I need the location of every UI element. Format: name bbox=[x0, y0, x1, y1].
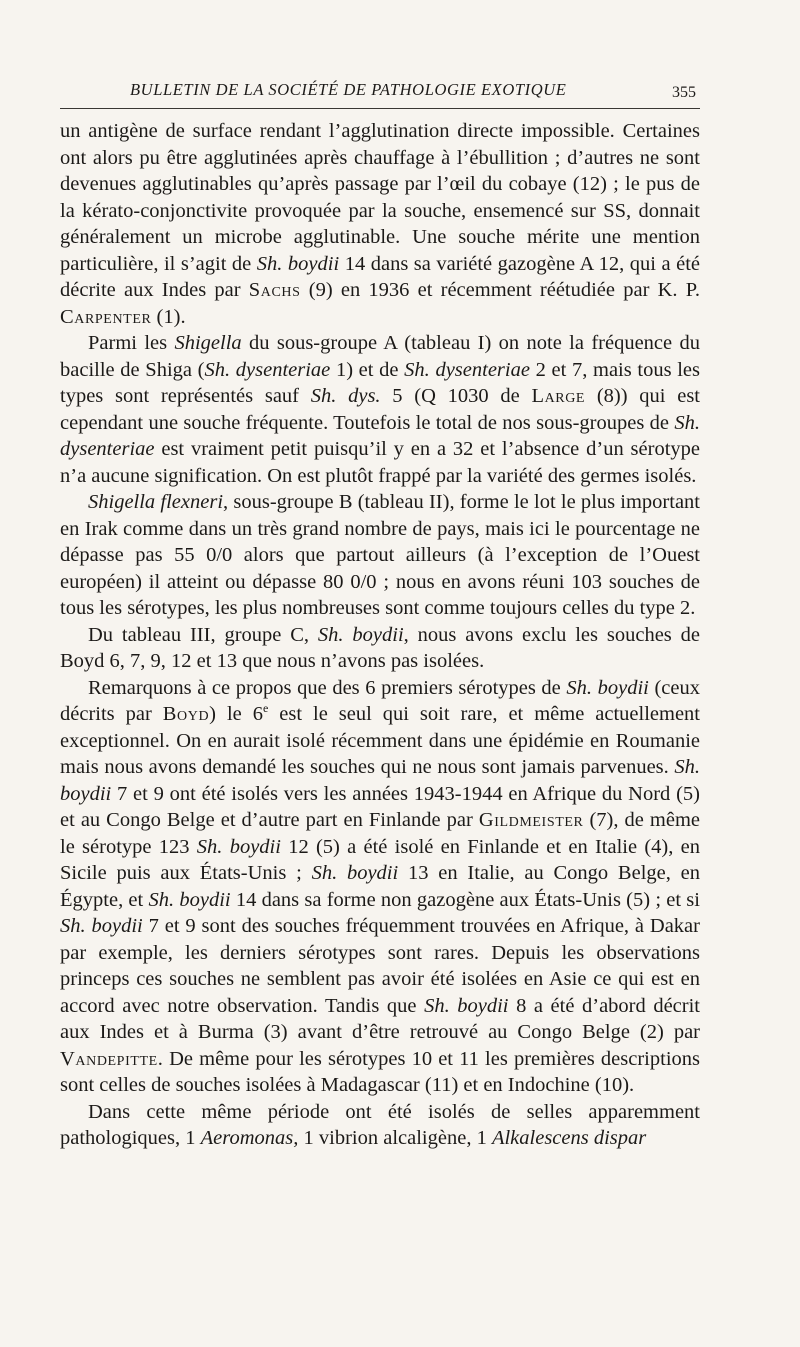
text-run: est vraiment petit puisqu’il y en a 32 et l’absence d’un sérotype n’a aucune signification. On est plutôt frappé par la variété des germes isolés. bbox=[60, 438, 700, 487]
species-name: Shigella bbox=[174, 332, 242, 354]
text-run: un antigène de surface rendant l’agglutination directe impossible. Certaines ont alors pu être agglutinées après chauffage à l’ébullition ; d’autres ne sont devenues agglutinables qu’après passage par l’œil du cobaye (12) ; le pus de la kérato-conjonctivite provoquée par la souche, ensemencé sur SS, donnait généralement un microbe agglutinable. Une souche mérite une mention particulière, il s’agit de bbox=[60, 120, 700, 275]
paragraph-6 bbox=[60, 1099, 700, 1152]
text-run: 2 et 7, mais tous les types sont représentés sauf bbox=[60, 358, 700, 407]
text-run: 8 a été d’abord décrit aux Indes et à Burma (3) avant d’être retrouvé au Congo Belge (2) par bbox=[60, 994, 700, 1043]
text-run: ) le 6 bbox=[209, 703, 263, 725]
superscript: e bbox=[262, 701, 269, 716]
species-name: Sh. boydii bbox=[317, 623, 404, 646]
text-run: 5 (Q 1030 de bbox=[380, 385, 532, 407]
text-run: , nous avons exclu les souches de Boyd 6, 7, 9, 12 et 13 que nous n’avons pas isolées. bbox=[60, 623, 700, 672]
text-run: 1 vibrion alcaligène, 1 bbox=[298, 1127, 492, 1149]
paragraph-4 bbox=[60, 622, 700, 675]
author-name: Boyd bbox=[162, 703, 210, 725]
species-name: Sh. dysenteriae bbox=[204, 358, 331, 381]
text-run: 7 et 9 sont des souches fréquemment trouvées en Afrique, à Dakar par exemple, les derniers sérotypes sont rares. Depuis les observations princeps ces souches ne semblent pas avoir été isolées en Asie ce qui est en accord avec notre observation. Tandis que bbox=[60, 915, 700, 1017]
author-name: Vandepitte bbox=[60, 1047, 158, 1070]
text-run: Remarquons à ce propos que des 6 premiers sérotypes de bbox=[88, 676, 567, 699]
text-run: (8)) qui est cependant une souche fréquente. Toutefois le total de nos sous-groupes de bbox=[60, 385, 700, 434]
text-run: 14 dans sa variété gazogène A 12, qui a été décrite aux Indes par bbox=[60, 252, 700, 301]
text-run: (7), de même le sérotype 123 bbox=[60, 809, 700, 858]
text-run: Parmi les bbox=[88, 332, 175, 354]
author-name: Large bbox=[531, 385, 586, 407]
species-name: Alkalescens dispar bbox=[491, 1127, 647, 1149]
species-name: Sh. boydii bbox=[256, 252, 340, 275]
text-run: 14 dans sa forme non gazogène aux États-Unis (5) ; et si bbox=[230, 888, 700, 911]
author-name: Sachs bbox=[248, 279, 301, 301]
text-run: (9) en 1936 et récemment réétudiée par K. P. bbox=[300, 279, 700, 301]
text-run: , sous-groupe B (tableau II), forme le lot le plus important en Irak comme dans un très grand nombre de pays, mais ici le pourcentage ne dépasse pas 55 0/0 alors que partout ailleurs (à l’exception de l’Ouest européen) il atteint ou dépasse 80 0/0 ; nous en avons réuni 103 souches de tous les sérotypes, les plus nombreuses sont comme toujours celles du type 2. bbox=[60, 491, 701, 619]
paragraph-1 bbox=[60, 118, 700, 330]
species-name: Sh. boydii bbox=[148, 888, 231, 911]
text-run: . De même pour les sérotypes 10 et 11 les premières descriptions sont celles de souches isolées à Madagascar (11) et en Indochine (10). bbox=[60, 1047, 700, 1096]
paragraph-2 bbox=[60, 330, 700, 489]
species-name: Shigella flexneri bbox=[88, 491, 224, 513]
species-name: Sh. boydii bbox=[60, 915, 143, 937]
text-run: (1). bbox=[151, 305, 186, 328]
species-name: Aeromonas, bbox=[200, 1127, 299, 1149]
author-name: Carpenter bbox=[60, 305, 152, 328]
text-run: 12 (5) a été isolé en Finlande et en Italie (4), en Sicile puis aux États-Unis ; bbox=[60, 835, 700, 884]
text-run: est le seul qui soit rare, et même actuellement exceptionnel. On en aurait isolé récemment dans une épidémie en Roumanie mais nous avons demandé les souches qui ne nous sont jamais parvenues. bbox=[60, 703, 700, 778]
paragraph-3 bbox=[60, 489, 700, 622]
species-name: Sh. boydii bbox=[566, 676, 649, 699]
header-divider bbox=[60, 108, 700, 109]
page-number: 355 bbox=[672, 84, 696, 101]
species-name: Sh. boydii bbox=[196, 835, 281, 858]
text-run: 1) et de bbox=[330, 358, 405, 381]
text-run: 7 et 9 ont été isolés vers les années 1943-1944 en Afrique du Nord (5) et au Congo Belge et d’autre part en Finlande par bbox=[60, 782, 700, 831]
text-run: (ceux décrits par bbox=[60, 676, 700, 725]
text-run: du sous-groupe A (tableau I) on note la fréquence du bacille de Shiga ( bbox=[60, 332, 700, 381]
species-name: Sh. dys. bbox=[310, 385, 381, 407]
text-run: Dans cette même période ont été isolés de selles apparemment pathologiques, 1 bbox=[60, 1100, 700, 1149]
running-header bbox=[60, 78, 700, 108]
text-run: Du tableau III, groupe C, bbox=[88, 623, 318, 646]
species-name: Sh. boydii bbox=[311, 862, 399, 884]
paragraph-5 bbox=[60, 675, 700, 1099]
species-name: Sh. dysenteriae bbox=[60, 411, 700, 460]
body-text bbox=[60, 118, 700, 1152]
species-name: Sh. dysenteriae bbox=[404, 358, 530, 381]
species-name: Sh. boydii bbox=[60, 756, 700, 805]
journal-title: BULLETIN DE LA SOCIÉTÉ DE PATHOLOGIE EXOTIQUE bbox=[130, 80, 567, 99]
text-run: 13 en Italie, au Congo Belge, en Égypte, et bbox=[60, 862, 700, 911]
species-name: Sh. boydii bbox=[424, 994, 509, 1017]
author-name: Gildmeister bbox=[478, 809, 584, 831]
